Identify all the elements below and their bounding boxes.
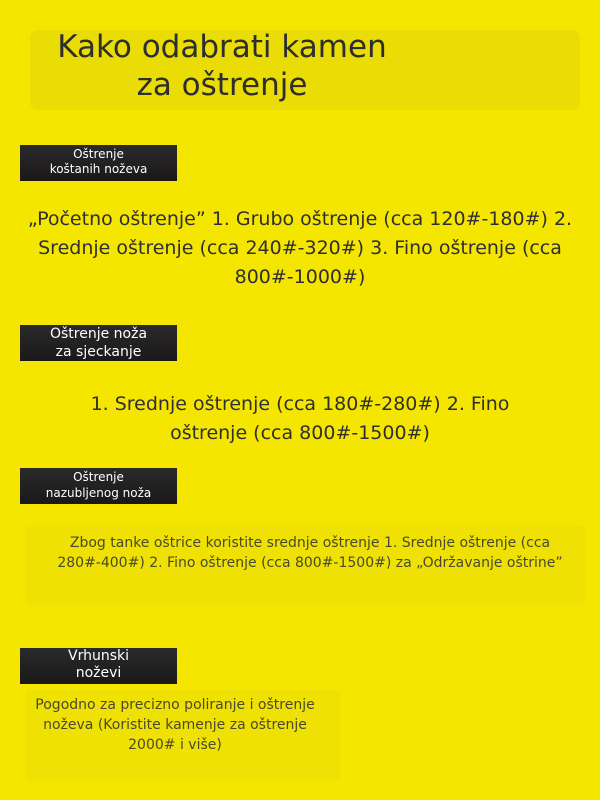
section-label-premium-knives bbox=[20, 648, 177, 684]
section-label-line: nazubljenog noža bbox=[45, 486, 152, 500]
section-label-line: koštanih noževa bbox=[49, 162, 148, 176]
section-label-line: za sjeckanje bbox=[55, 344, 142, 360]
section-label-bone-knives bbox=[20, 145, 177, 181]
section-description-chopping-knife: 1. Srednje oštrenje (cca 180#-280#) 2. Fino oštrenje (cca 800#-1500#) bbox=[90, 393, 510, 444]
section-label-serrated-knife bbox=[20, 468, 177, 504]
section-label-line: Vrhunski bbox=[68, 648, 129, 664]
section-description-bone-knives: „Početno oštrenje” 1. Grubo oštrenje (cca 120#-180#) 2. Srednje oštrenje (cca 240#-320#) 3. Fino oštrenje (cca 800#-1000#) bbox=[27, 208, 573, 288]
section-description-premium-knives: Pogodno za precizno poliranje i oštrenje noževa (Koristite kamenje za oštrenje 2000# i više) bbox=[35, 697, 315, 753]
section-label-chopping-knife bbox=[20, 325, 177, 361]
section-label-line: noževi bbox=[75, 665, 122, 681]
section-label-line: Oštrenje bbox=[73, 147, 124, 161]
section-description-serrated-knife: Zbog tanke oštrice koristite srednje oštrenje 1. Srednje oštrenje (cca 280#-400#) 2. Fino oštrenje (cca 800#-1500#) za „Održavanje oštrine” bbox=[57, 535, 563, 571]
section-label-line: Oštrenje noža bbox=[49, 326, 148, 342]
section-label-line: Oštrenje bbox=[73, 470, 124, 484]
page-title: Kako odabrati kamen za oštrenje bbox=[57, 29, 387, 103]
